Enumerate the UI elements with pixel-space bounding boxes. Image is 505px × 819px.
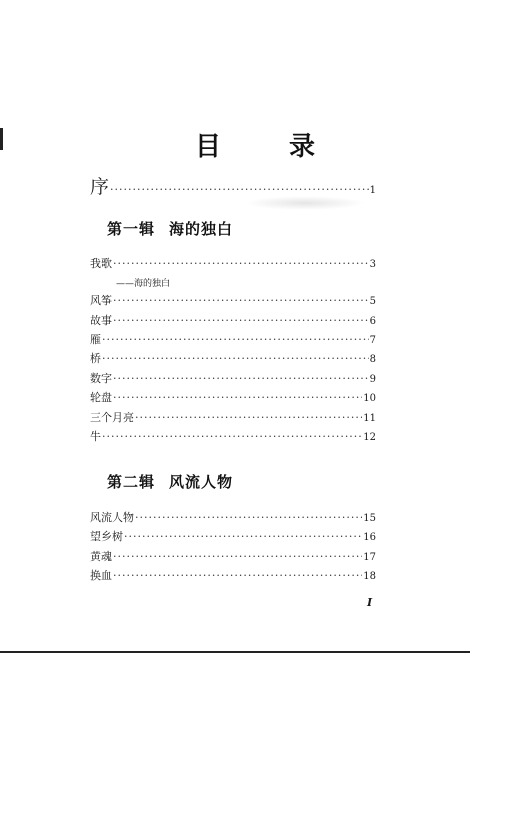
toc-entry-page: 6 [369,316,376,327]
toc-entry-page: 8 [369,354,376,365]
leader-dots [113,314,369,328]
toc-entry-label: 轮盘 [90,391,112,404]
page-title [195,126,315,163]
page-edge-rule [0,651,470,653]
toc-entry-label: 桥 [90,352,101,365]
toc-entry-page: 15 [363,513,376,524]
title-char-2: 录 [288,132,315,162]
toc-entry-page: 10 [363,393,376,404]
toc-entry-page: 3 [369,259,376,270]
toc-entry [90,569,376,584]
toc-entry-label: 序 [90,176,110,198]
toc-entry-page: 12 [363,432,376,443]
section-number: 第二辑 [107,473,156,491]
toc-entry-page: 9 [369,374,376,385]
toc-entry [90,372,376,387]
toc-entry-page: 1 [369,185,376,196]
toc-entry-page: 5 [369,296,376,307]
toc-entry-label: 望乡树 [90,530,123,543]
toc-entry-label: 黄魂 [90,550,112,563]
leader-dots [135,411,362,425]
toc-entry-label: 换血 [90,569,112,582]
leader-dots [113,569,362,583]
leader-dots [113,257,369,271]
toc-entry [90,294,376,309]
section-heading-2 [107,471,233,492]
toc-entry [90,333,376,348]
toc-entry-label: 三个月亮 [90,411,134,424]
toc-entry [90,530,376,545]
title-char-1: 目 [195,132,222,162]
leader-dots [113,550,362,564]
leader-dots [102,333,369,347]
leader-dots [102,352,369,366]
toc-entry-label: 数字 [90,372,112,385]
leader-dots [113,372,369,386]
print-smudge [245,196,365,210]
toc-entry-page: 16 [363,532,376,543]
toc-entry-page: 11 [363,413,376,424]
toc-entry-page: 17 [363,552,376,563]
toc-entry-page: 7 [369,335,376,346]
section-number: 第一辑 [107,220,156,238]
leader-dots [110,183,369,197]
toc-entry [90,314,376,329]
section-heading-1 [107,218,233,239]
toc-entry [90,352,376,367]
leader-dots [102,430,362,444]
toc-entry [90,391,376,406]
leader-dots [113,391,362,405]
toc-entry [90,411,376,426]
toc-entry [90,511,376,526]
toc-entry-label: 我歌 [90,257,112,270]
toc-entry-page: 18 [363,571,376,582]
leader-dots [124,530,362,544]
toc-entry-label: 故事 [90,314,112,327]
section-title: 风流人物 [169,473,234,491]
toc-entry-label: 风流人物 [90,511,134,524]
toc-entry [90,430,376,445]
toc-entry-subtitle: ——海的独白 [116,279,171,289]
leader-dots [135,511,362,525]
toc-entry [90,550,376,565]
leader-dots [113,294,369,308]
page-number: I [367,596,373,609]
toc-entry-label: 雁 [90,333,101,346]
section-title: 海的独白 [169,220,234,238]
toc-entry-label: 牛 [90,430,101,443]
toc-entry-label: 风筝 [90,294,112,307]
toc-entry [90,257,376,272]
binding-mark [0,128,3,150]
